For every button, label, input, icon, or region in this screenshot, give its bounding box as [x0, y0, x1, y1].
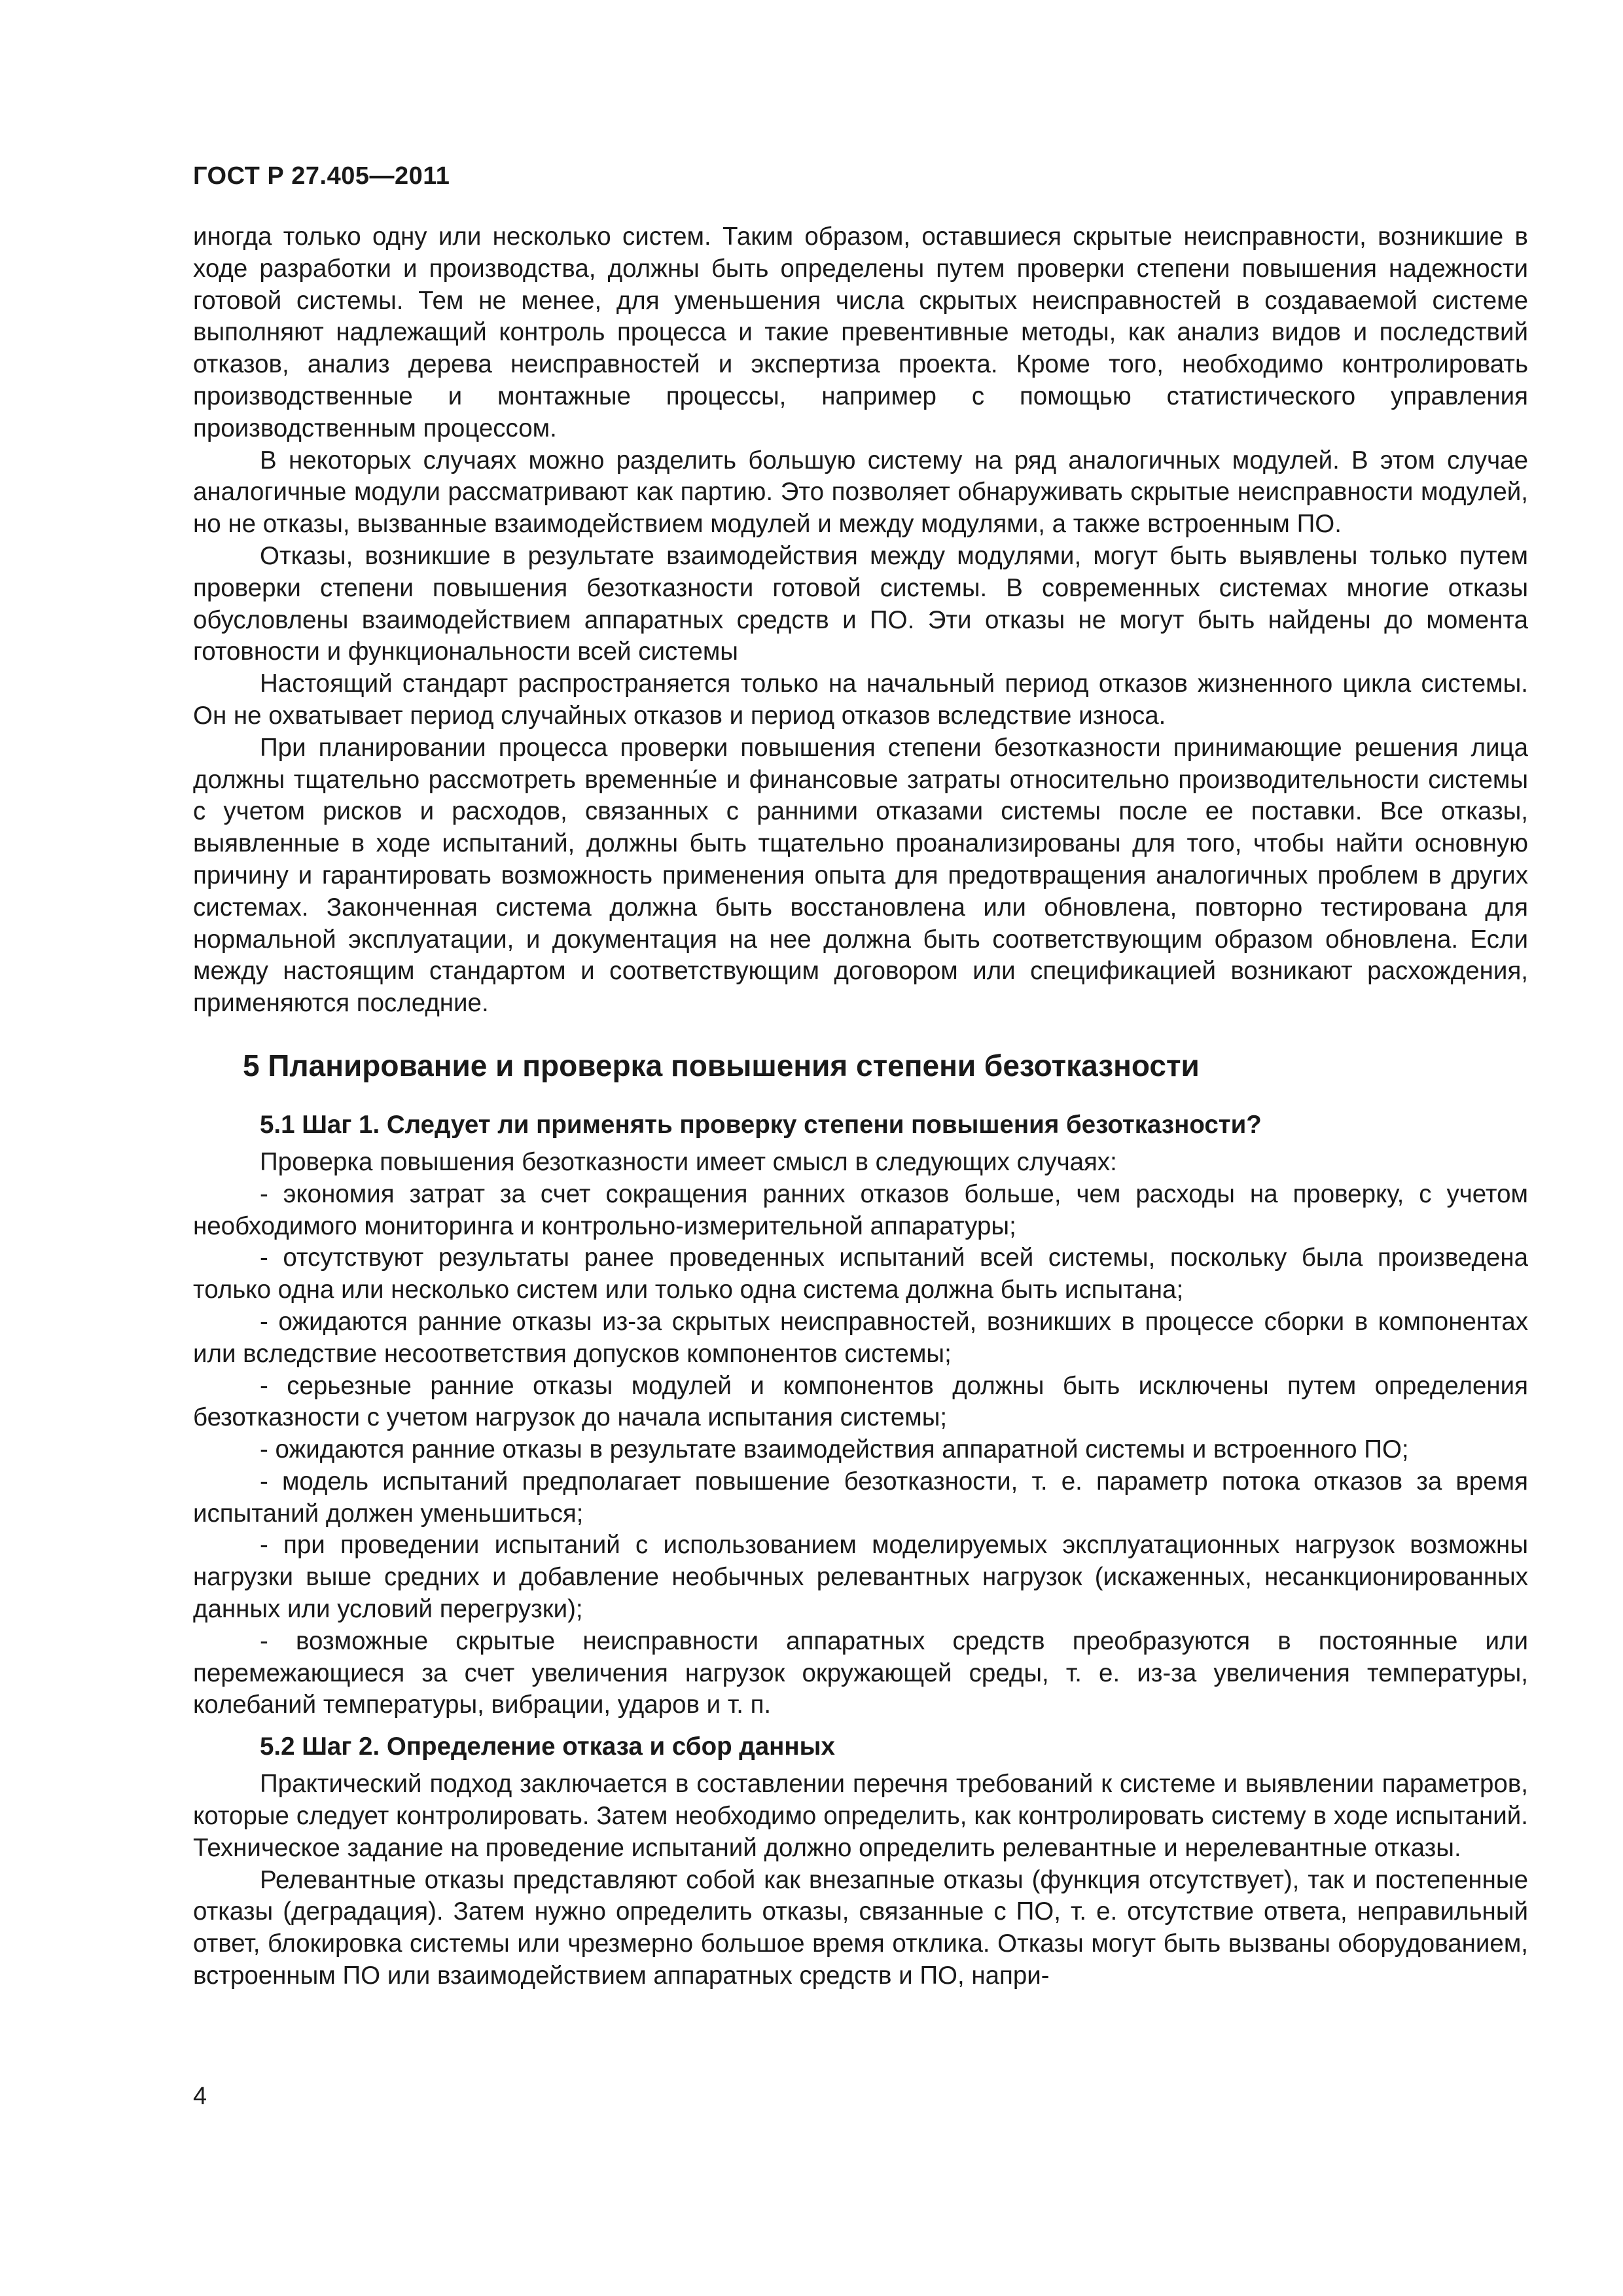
paragraph: Отказы, возникшие в результате взаимодействия между модулями, могут быть выявлены только путем проверки степени повышения безотказности готовой системы. В современных системах многие отказы обусловлены взаимодействием аппаратных средств и ПО. Эти отказы не могут быть найдены до момента готовности и функциональности всей системы	[193, 541, 1528, 666]
section-heading: 5 Планирование и проверка повышения степени безотказности	[243, 1048, 1200, 1083]
list-item: - серьезные ранние отказы модулей и компонентов должны быть исключены путем определения безотказности с учетом нагрузок до начала испытания системы;	[193, 1371, 1528, 1432]
subsection-heading: 5.2 Шаг 2. Определение отказа и сбор данных	[260, 1732, 835, 1761]
paragraph: При планировании процесса проверки повышения степени безотказности принимающие решения лица должны тщательно рассмотреть временны́е и финансовые затраты относительно производительности системы с учетом рисков и расходов, связанных с ранними отказами системы после ее поставки. Все отказы, выявленные в ходе испытаний, должны быть тщательно проанализированы для того, чтобы найти основную причину и гарантировать возможность применения опыта для предотвращения аналогичных проблем в других системах. Законченная система должна быть восстановлена или обновлена, повторно тестирована для нормальной эксплуатации, и документация на нее должна быть соответствующим образом обновлена. Если между настоящим стандартом и соответствующим договором или спецификацией возникают расхождения, применяются последние.	[193, 733, 1528, 1018]
list-item: - экономия затрат за счет сокращения ранних отказов больше, чем расходы на проверку, с учетом необходимого мониторинга и контрольно-измерительной аппаратуры;	[193, 1179, 1528, 1240]
list-item: - отсутствуют результаты ранее проведенных испытаний всей системы, поскольку была произведена только одна или несколько систем или только одна система должна быть испытана;	[193, 1244, 1528, 1304]
paragraph: Настоящий стандарт распространяется только на начальный период отказов жизненного цикла системы. Он не охватывает период случайных отказов и период отказов вследствие износа.	[193, 670, 1528, 730]
document-header: ГОСТ Р 27.405—2011	[193, 162, 450, 190]
list-item: - при проведении испытаний с использованием моделируемых эксплуатационных нагрузок возможны нагрузки выше средних и добавление необычных релевантных нагрузок (искаженных, несанкционированных данных или условий перегрузки);	[193, 1531, 1528, 1624]
paragraph: Проверка повышения безотказности имеет смысл в следующих случаях:	[260, 1147, 1117, 1176]
paragraph: иногда только одну или несколько систем. Таким образом, оставшиеся скрытые неисправности, возникшие в ходе разработки и производства, должны быть определены путем проверки степени повышения надежности готовой системы. Тем не менее, для уменьшения числа скрытых неисправностей в создаваемой системе выполняют надлежащий контроль процесса и такие превентивные методы, как анализ видов и последствий отказов, анализ дерева неисправностей и экспертиза проекта. Кроме того, необходимо контролировать производственные и монтажные процессы, например с помощью статистического управления производственным процессом.	[193, 223, 1528, 442]
paragraph: В некоторых случаях можно разделить большую систему на ряд аналогичных модулей. В этом случае аналогичные модули рассматривают как партию. Это позволяет обнаруживать скрытые неисправности модулей, но не отказы, вызванные взаимодействием модулей и между модулями, а также встроенным ПО.	[193, 446, 1528, 539]
list-item: - модель испытаний предполагает повышение безотказности, т. е. параметр потока отказов за время испытаний должен уменьшиться;	[193, 1467, 1528, 1528]
page-number: 4	[193, 2083, 207, 2110]
document-body	[193, 221, 1528, 1992]
paragraph: Релевантные отказы представляют собой как внезапные отказы (функция отсутствует), так и постепенные отказы (деградация). Затем нужно определить отказы, связанные с ПО, т. е. отсутствие ответа, неправильный ответ, блокировка системы или чрезмерно большое время отклика. Отказы могут быть вызваны оборудованием, встроенным ПО или взаимодействием аппаратных средств и ПО, напри-	[193, 1865, 1528, 1990]
list-item: - ожидаются ранние отказы из-за скрытых неисправностей, возникших в процессе сборки в компонентах или вследствие несоответствия допусков компонентов системы;	[193, 1307, 1528, 1368]
list-item: - возможные скрытые неисправности аппаратных средств преобразуются в постоянные или перемежающиеся за счет увеличения нагрузок окружающей среды, т. е. из-за увеличения температуры, колебаний температуры, вибрации, ударов и т. п.	[193, 1626, 1528, 1719]
list-item: - ожидаются ранние отказы в результате взаимодействия аппаратной системы и встроенного ПО;	[260, 1435, 1409, 1464]
subsection-heading: 5.1 Шаг 1. Следует ли применять проверку степени повышения безотказности?	[260, 1110, 1262, 1139]
paragraph: Практический подход заключается в составлении перечня требований к системе и выявлении параметров, которые следует контролировать. Затем необходимо определить, как контролировать систему в ходе испытаний. Техническое задание на проведение испытаний должно определить релевантные и нерелевантные отказы.	[193, 1770, 1528, 1862]
